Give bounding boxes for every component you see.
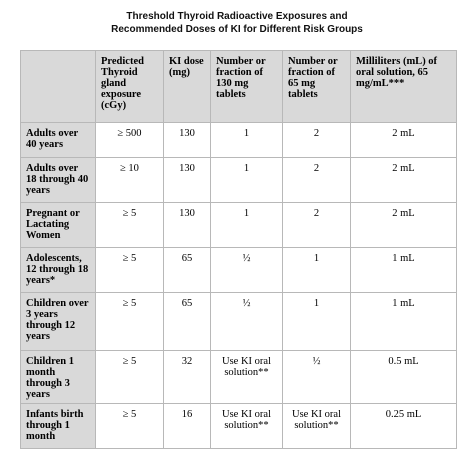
table-row [21,248,457,293]
exposure-cell: ≥ 10 [96,158,164,203]
ki-dose-cell: 130 [164,203,211,248]
oral-solution-cell: 2 mL [351,123,457,158]
header-130mg-tablets: Number or fraction of 130 mg tablets [211,51,283,123]
table-header-row [21,51,457,123]
tablets-130mg-cell: 1 [211,203,283,248]
tablets-130mg-cell: 1 [211,123,283,158]
risk-group-cell: Infants birth through 1 month [21,404,96,449]
tablets-130mg-cell: ½ [211,293,283,351]
tablets-65mg-cell: 2 [283,158,351,203]
oral-solution-cell: 2 mL [351,203,457,248]
oral-solution-cell: 1 mL [351,293,457,351]
header-corner-cell [21,51,96,123]
title-line-1: Threshold Thyroid Radioactive Exposures and [126,11,348,22]
table-row [21,293,457,351]
tablets-130mg-cell: 1 [211,158,283,203]
header-oral-solution-ml: Milliliters (mL) of oral solution, 65 mg/mL*** [351,51,457,123]
tablets-65mg-cell: ½ [283,351,351,404]
exposure-cell: ≥ 5 [96,203,164,248]
risk-group-cell: Adults over 40 years [21,123,96,158]
tablets-130mg-cell: ½ [211,248,283,293]
ki-dose-cell: 32 [164,351,211,404]
exposure-cell: ≥ 5 [96,404,164,449]
table-row [21,351,457,404]
risk-group-cell: Children over 3 years through 12 years [21,293,96,351]
ki-dose-cell: 65 [164,248,211,293]
risk-group-cell: Adolescents, 12 through 18 years* [21,248,96,293]
tablets-130mg-cell: Use KI oral solution** [211,351,283,404]
risk-group-cell: Children 1 month through 3 years [21,351,96,404]
tablets-65mg-cell: 1 [283,248,351,293]
table-row [21,404,457,449]
header-65mg-tablets: Number or fraction of 65 mg tablets [283,51,351,123]
risk-group-cell: Pregnant or Lactating Women [21,203,96,248]
tablets-65mg-cell: 2 [283,123,351,158]
ki-dose-cell: 130 [164,123,211,158]
table-row [21,203,457,248]
document-title [0,10,474,36]
oral-solution-cell: 2 mL [351,158,457,203]
header-exposure: Predicted Thyroid gland exposure (cGy) [96,51,164,123]
exposure-cell: ≥ 500 [96,123,164,158]
risk-group-cell: Adults over 18 through 40 years [21,158,96,203]
exposure-cell: ≥ 5 [96,248,164,293]
tablets-65mg-cell: 2 [283,203,351,248]
tablets-130mg-cell: Use KI oral solution** [211,404,283,449]
ki-dose-cell: 130 [164,158,211,203]
oral-solution-cell: 0.25 mL [351,404,457,449]
table-row [21,123,457,158]
title-line-2: Recommended Doses of KI for Different Risk Groups [111,24,363,35]
exposure-cell: ≥ 5 [96,351,164,404]
ki-dose-cell: 16 [164,404,211,449]
tablets-65mg-cell: 1 [283,293,351,351]
tablets-65mg-cell: Use KI oral solution** [283,404,351,449]
oral-solution-cell: 1 mL [351,248,457,293]
header-ki-dose: KI dose (mg) [164,51,211,123]
exposure-cell: ≥ 5 [96,293,164,351]
table-row [21,158,457,203]
ki-dose-cell: 65 [164,293,211,351]
oral-solution-cell: 0.5 mL [351,351,457,404]
ki-dose-table [20,50,457,449]
